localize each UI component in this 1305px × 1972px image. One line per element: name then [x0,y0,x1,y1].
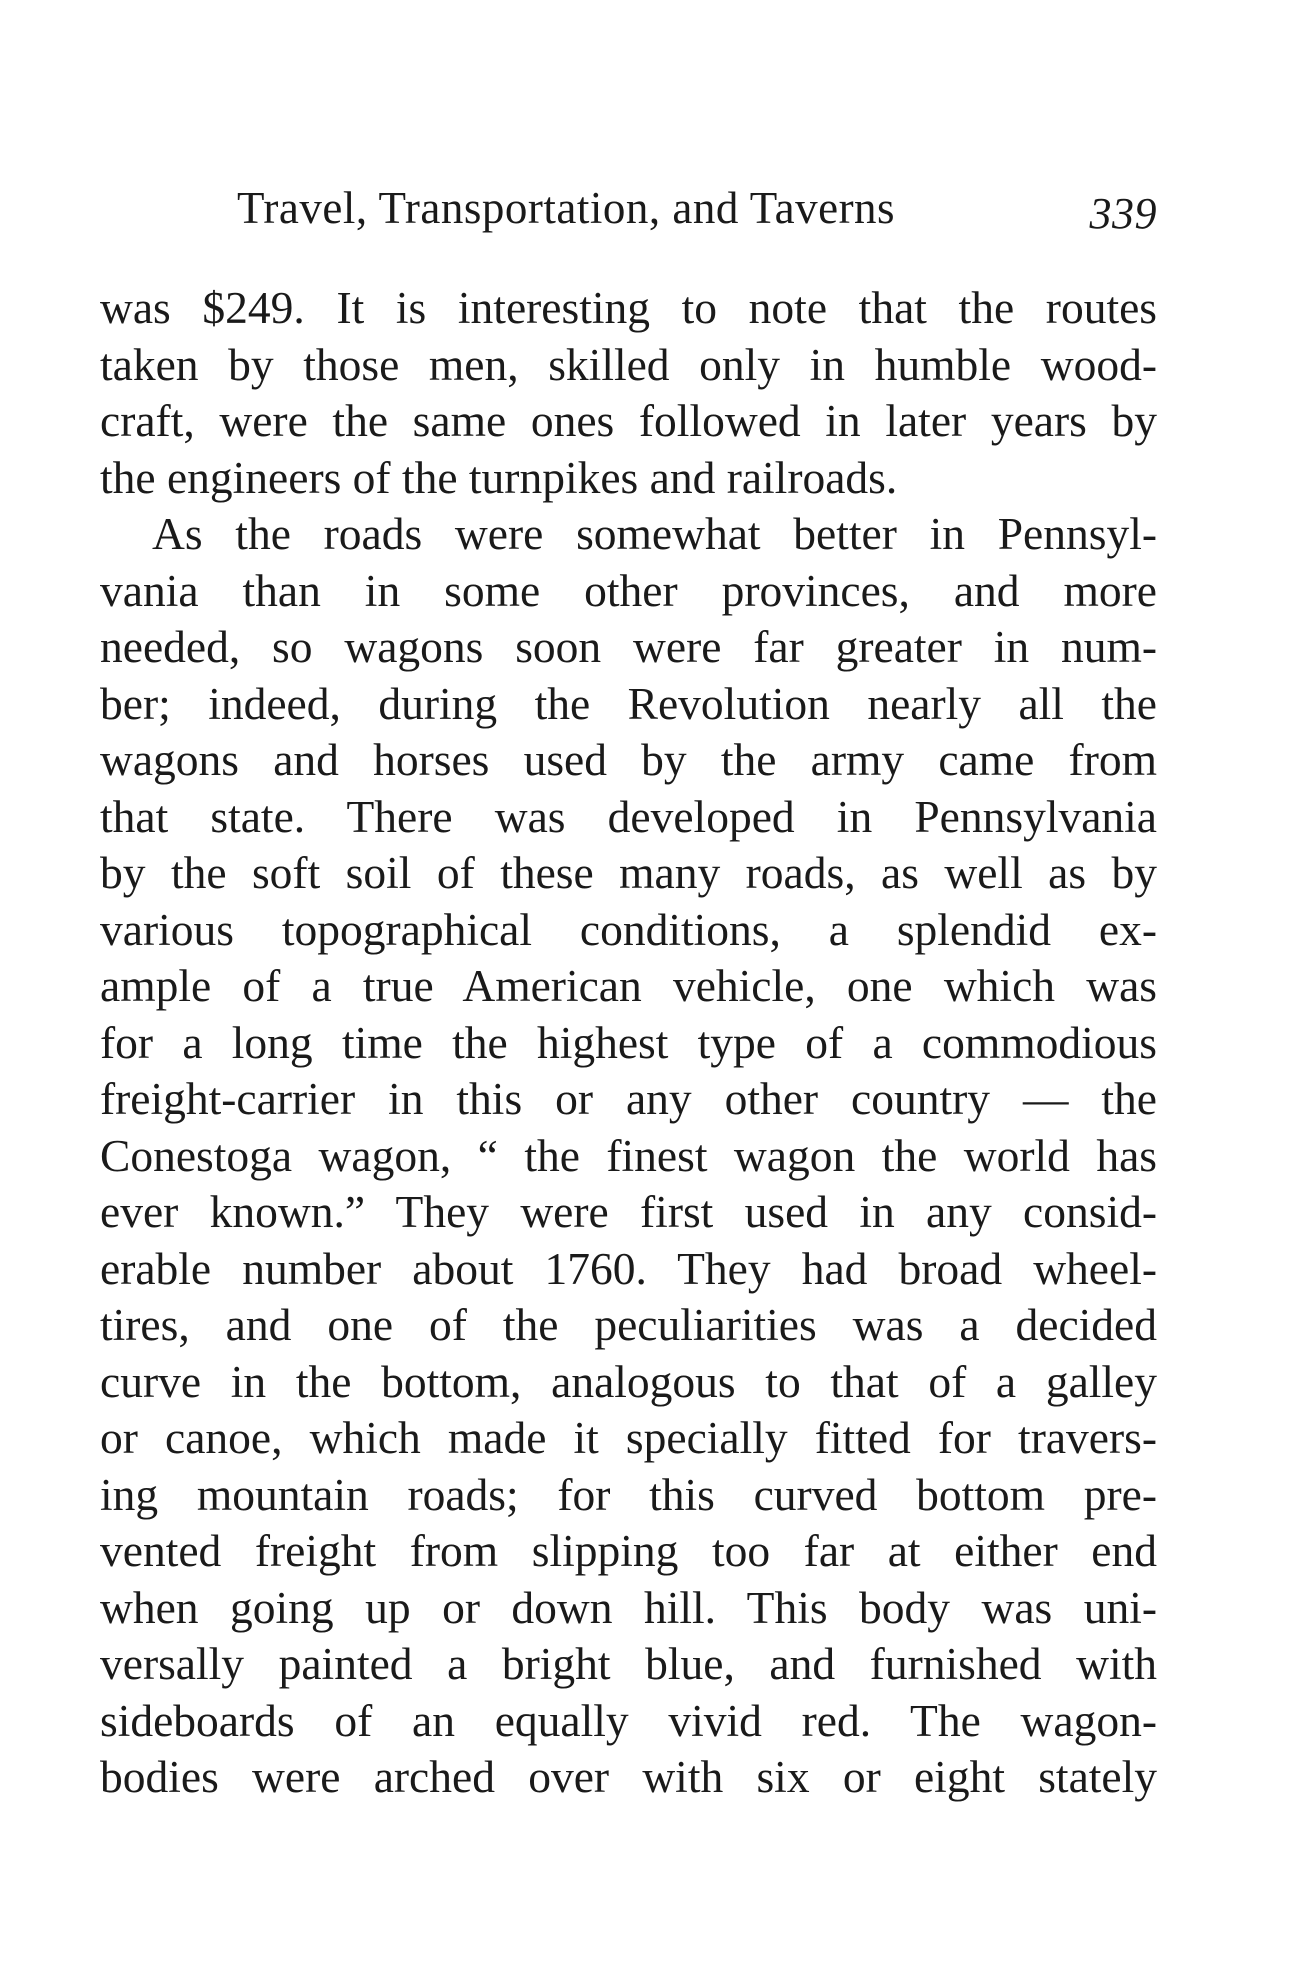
text-line: or canoe, which made it specially fitted for travers- [100,1412,1157,1463]
text-line: wagons and horses used by the army came from [100,734,1157,785]
text-line: ample of a true American vehicle, one which was [100,960,1157,1011]
text-line: vented freight from slipping too far at either end [100,1525,1157,1576]
text-line: freight-carrier in this or any other country — the [100,1073,1157,1124]
text-line: various topographical conditions, a splendid ex- [100,903,1157,955]
text-line: ber; indeed, during the Revolution nearly all the [100,677,1157,729]
text-line: vania than in some other provinces, and more [100,564,1157,616]
text-line: when going up or down hill. This body was uni- [100,1581,1157,1633]
text-line: taken by those men, skilled only in humble wood- [100,338,1157,390]
text-line: versally painted a bright blue, and furnished with [100,1638,1157,1689]
text-line: the engineers of the turnpikes and railroads. [100,451,898,503]
text-line: for a long time the highest type of a commodious [100,1016,1157,1068]
text-line: ever known.” They were first used in any consid- [100,1186,1157,1237]
text-line: ing mountain roads; for this curved bottom pre- [100,1468,1157,1520]
text-line: was $249. It is interesting to note that the routes [100,282,1157,333]
running-head [237,178,1157,238]
text-line: Conestoga wagon, “ the finest wagon the world has [100,1129,1157,1181]
body-text [100,280,1157,1806]
page-number: 339 [1089,189,1157,238]
running-title: Travel, Transportation, and Taverns [237,183,896,233]
text-line: tires, and one of the peculiarities was a decided [100,1299,1157,1350]
text-line: As the roads were somewhat better in Pennsyl- [152,508,1157,559]
text-line: needed, so wagons soon were far greater in num- [100,621,1157,672]
text-line: bodies were arched over with six or eight stately [100,1751,1157,1802]
text-line: that state. There was developed in Pennsylvania [100,790,1157,842]
text-line: craft, were the same ones followed in later years by [100,395,1157,446]
text-line: sideboards of an equally vivid red. The wagon- [100,1694,1157,1746]
text-line: by the soft soil of these many roads, as well as by [100,847,1157,898]
text-line: erable number about 1760. They had broad wheel- [100,1242,1157,1294]
text-line: curve in the bottom, analogous to that of a galley [100,1355,1157,1407]
